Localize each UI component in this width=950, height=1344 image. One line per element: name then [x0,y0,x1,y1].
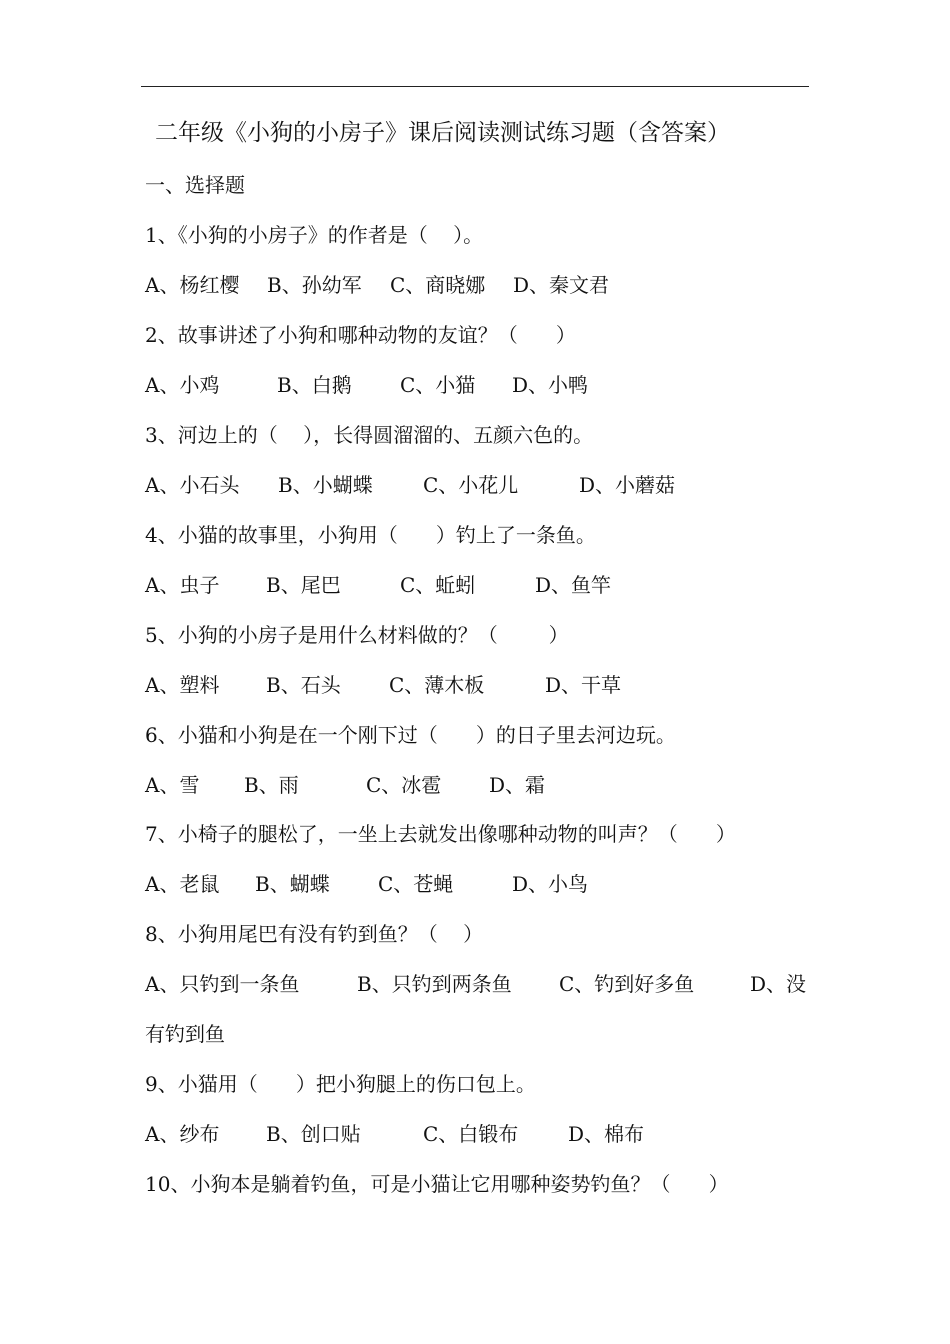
q6-option-d: D、霜 [489,773,546,797]
q1-option-a: A、杨红樱 [145,273,240,297]
q3-option-b: B、小蝴蝶 [278,473,373,497]
question-6: 6、小猫和小狗是在一个刚下过（ ）的日子里去河边玩。 [145,723,676,747]
q7-option-a: A、老鼠 [145,872,220,896]
q3-option-d: D、小蘑菇 [579,473,676,497]
q3-option-c: C、小花儿 [423,473,519,497]
q7-option-d: D、小鸟 [512,872,589,896]
q9-option-c: C、白锻布 [423,1122,519,1146]
q7-option-c: C、苍蝇 [378,872,454,896]
q6-option-b: B、雨 [244,773,299,797]
question-9: 9、小猫用（ ）把小狗腿上的伤口包上。 [145,1072,536,1096]
q4-option-d: D、鱼竿 [535,573,612,597]
q2-option-b: B、白鹅 [277,373,352,397]
question-3: 3、河边上的（ ），长得圆溜溜的、五颜六色的。 [145,423,594,447]
header-rule [141,86,809,87]
q5-option-c: C、薄木板 [389,673,485,697]
document-title: 二年级《小狗的小房子》课后阅读测试练习题（含答案） [155,120,730,146]
q2-option-a: A、小鸡 [145,373,220,397]
q5-option-d: D、干草 [545,673,622,697]
question-1: 1、《小狗的小房子》的作者是（ ）。 [145,223,484,247]
q4-option-a: A、虫子 [145,573,220,597]
question-8: 8、小狗用尾巴有没有钓到鱼？（ ） [145,922,484,946]
q4-option-b: B、尾巴 [266,573,341,597]
q1-option-b: B、孙幼军 [267,273,362,297]
q2-option-d: D、小鸭 [512,373,589,397]
q8-option-d: D、没 [750,972,807,996]
question-5: 5、小狗的小房子是用什么材料做的？（ ） [145,623,569,647]
question-2: 2、故事讲述了小狗和哪种动物的友谊？（ ） [145,323,576,347]
q6-option-c: C、冰雹 [366,773,442,797]
q1-option-d: D、秦文君 [513,273,610,297]
q8-option-b: B、只钓到两条鱼 [357,972,512,996]
section-heading: 一、选择题 [145,173,245,197]
question-10: 10、小狗本是躺着钓鱼，可是小猫让它用哪种姿势钓鱼？（ ） [145,1172,729,1196]
question-4: 4、小猫的故事里，小狗用（ ）钓上了一条鱼。 [145,523,596,547]
q9-option-a: A、纱布 [145,1122,220,1146]
q6-option-a: A、雪 [145,773,200,797]
question-7: 7、小椅子的腿松了，一坐上去就发出像哪种动物的叫声？（ ） [145,822,736,846]
q8-option-a: A、只钓到一条鱼 [145,972,300,996]
q8-option-d-continuation: 有钓到鱼 [145,1022,225,1046]
q2-option-c: C、小猫 [400,373,476,397]
q8-option-c: C、钓到好多鱼 [559,972,695,996]
q7-option-b: B、蝴蝶 [255,872,330,896]
q1-option-c: C、商晓娜 [390,273,486,297]
q9-option-b: B、创口贴 [266,1122,361,1146]
q3-option-a: A、小石头 [145,473,240,497]
q4-option-c: C、蚯蚓 [400,573,476,597]
q5-option-a: A、塑料 [145,673,220,697]
q9-option-d: D、棉布 [568,1122,645,1146]
q5-option-b: B、石头 [266,673,341,697]
